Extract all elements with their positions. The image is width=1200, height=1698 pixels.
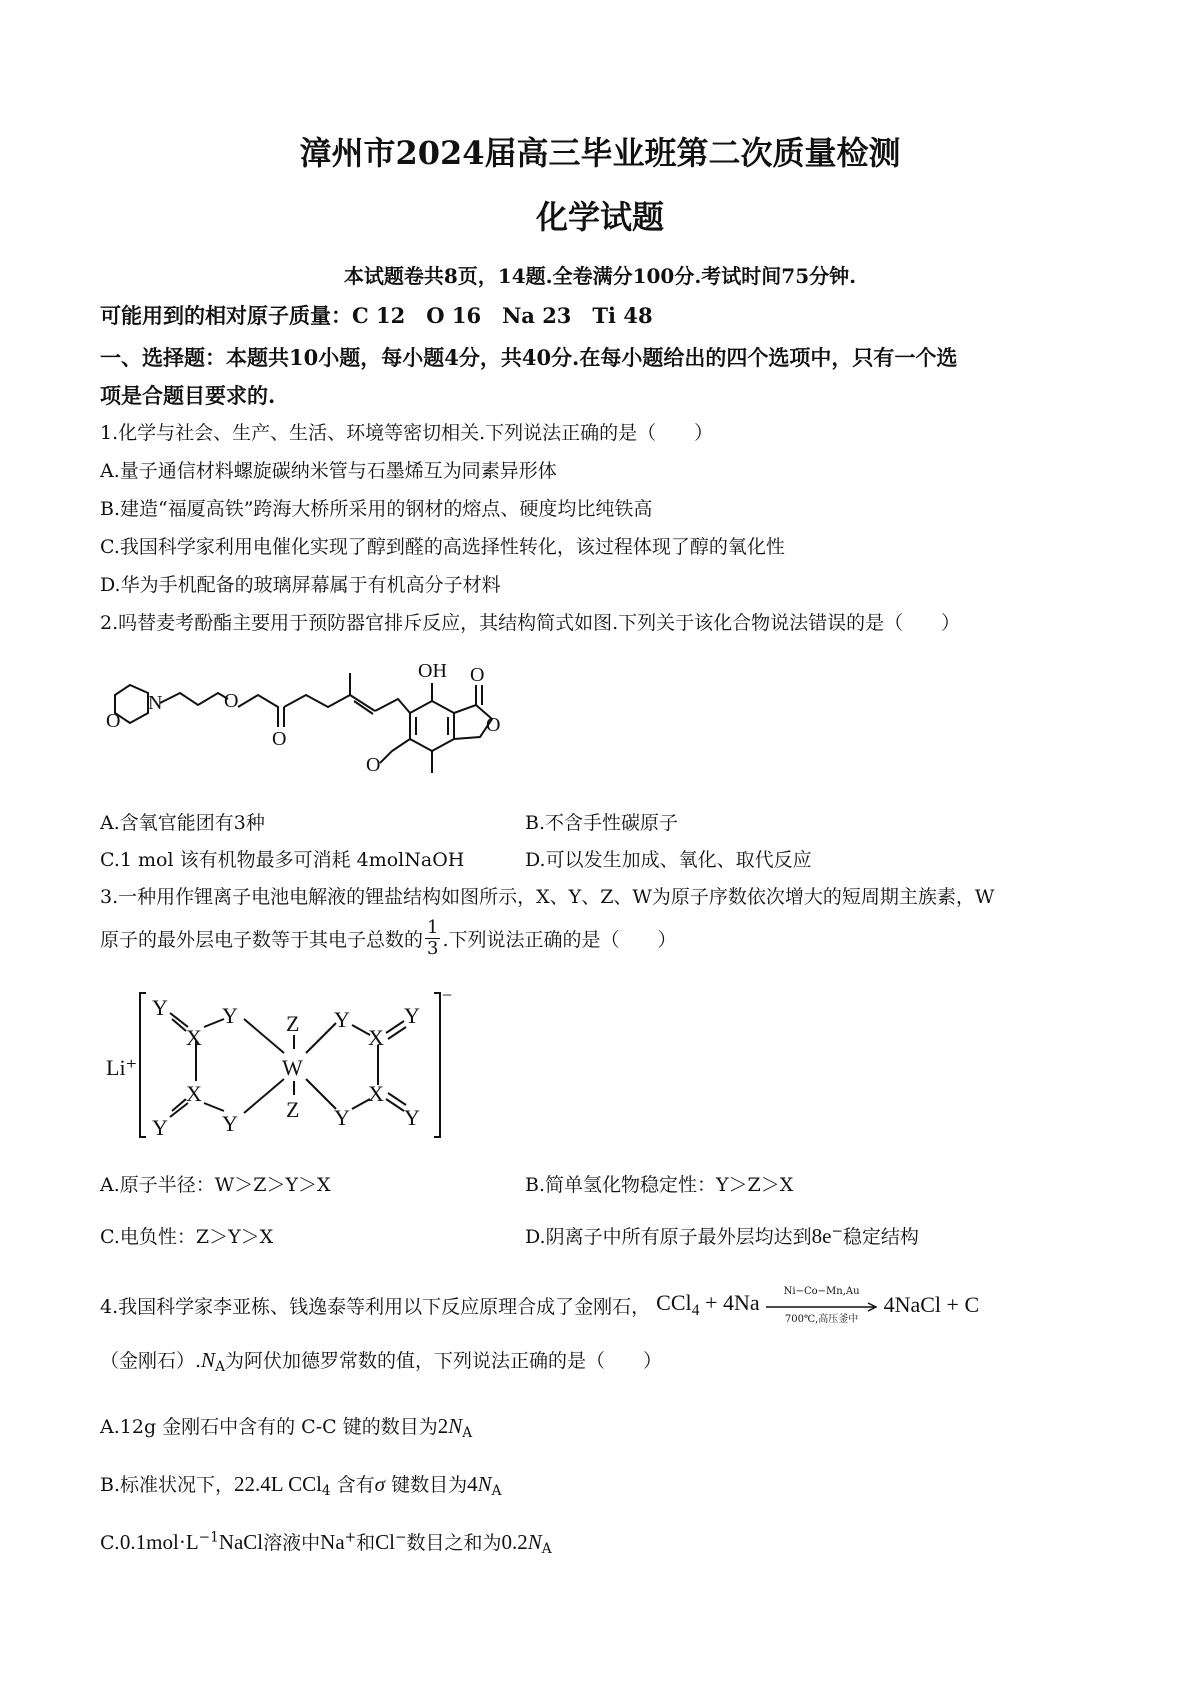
q4-stem-line1 [100,1286,980,1325]
sodium-charge: + [344,1529,357,1546]
eq-reactant-ccl4: CCl [656,1290,692,1316]
q4-option-a-value: 2 [437,1414,449,1438]
q4-stem-text-3: 为阿伏加德罗常数的值，下列说法正确的是（ ） [224,1350,662,1372]
y-label-8: Y [404,1105,420,1130]
electron-charge: − [831,1223,843,1240]
fraction-one-third [425,918,440,959]
eq-reactant-na: + 4Na [699,1290,760,1316]
q4-option-c-text-2: 数目之和为 [406,1532,502,1554]
q3-structure-diagram [100,985,480,1150]
x-label-2: X [186,1081,202,1106]
q1-stem: 1.化学与社会、生产、生活、环境等密切相关.下列说法正确的是（ ） [100,422,714,444]
oh-label [418,660,447,682]
avogadro-sub: A [491,1483,502,1500]
lithium-ion-label: Li⁺ [106,1055,138,1080]
lactone-o-label: O [486,714,501,736]
eq-reactant-sub: 4 [691,1301,700,1319]
q2-stem: 2.吗替麦考酚酯主要用于预防器官排斥反应，其结构简式如图.下列关于该化合物说法错误的是（ ） [100,612,961,634]
page-subtitle: 化学试题 [535,198,664,236]
q4-option-c [100,1528,552,1557]
w-label: W [282,1055,303,1080]
q4-option-b-volume: 22.4L CCl [234,1472,322,1496]
q2-option-b: B.不含手性碳原子 [525,812,679,834]
y-label-6: Y [404,1003,420,1028]
avogadro-symbol: N [448,1414,463,1438]
chloride-charge: − [394,1529,407,1546]
q3-option-d-end: 稳定结构 [842,1226,919,1248]
sodium-ion: Na [320,1530,345,1554]
avogadro-symbol: N [527,1530,542,1554]
q3-stem-text-end: .下列说法正确的是（ ） [442,929,677,951]
q2-option-a: A.含氧官能团有3种 [100,812,265,834]
reaction-equation [656,1290,759,1320]
q3-option-a: A.原子半径：W＞Z＞Y＞X [100,1174,331,1196]
n-label [148,692,162,714]
ester-o-label: O [224,690,239,712]
x-label-1: X [186,1025,202,1050]
q1-option-b: B.建造“福厦高铁”跨海大桥所采用的钢材的熔点、硬度均比纯铁高 [100,498,653,520]
q4-option-b-value: 4 [467,1472,478,1496]
q3-option-b: B.简单氢化物稳定性：Y＞Z＞X [525,1174,794,1196]
q3-stem-line2 [100,918,677,959]
concentration-exp: −1 [198,1529,219,1546]
y-label-7: Y [334,1105,350,1130]
avogadro-sub: A [215,1359,225,1376]
section-heading: 一、选择题：本题共10小题，每小题4分，共40分.在每小题给出的四个选项中，只有一个选 [100,345,958,370]
q4-option-c-text: 溶液中 [263,1532,321,1554]
oh-text: OH [418,660,447,682]
q4-stem-text: 4.我国科学家李亚栋、钱逸泰等利用以下反应原理合成了金刚石， [100,1295,651,1318]
x-label-4: X [368,1081,384,1106]
nacl-formula: NaCl [218,1530,264,1554]
q4-option-a [100,1412,472,1441]
q4-option-b-sub: 4 [321,1483,331,1500]
y-label-3: Y [152,1115,168,1140]
q4-stem-line2 [100,1346,662,1375]
fraction-denominator: 3 [427,938,439,959]
q3-option-d-text: D.阴离子中所有原子最外层均达到 [525,1226,812,1248]
q2-option-d: D.可以发生加成、氧化、取代反应 [525,849,812,871]
y-label-4: Y [222,1111,238,1136]
anion-charge-label: − [442,985,453,1005]
avogadro-symbol: N [201,1348,216,1372]
q4-option-c-label: C. [100,1532,120,1554]
arrow-catalyst-label: Ni−Co−Mn,Au [783,1286,860,1297]
q3-stem-text: 原子的最外层电子数等于其电子总数的 [100,929,424,951]
q4-option-b-text: B.标准状况下， [100,1474,235,1496]
x-label-3: X [368,1025,384,1050]
chloride-ion: Cl [375,1530,395,1554]
q4-option-c-and: 和 [356,1532,376,1554]
fraction-numerator: 1 [427,917,439,938]
atomic-mass-note: 可能用到的相对原子质量：C 12 O 16 Na 23 Ti 48 [100,303,653,328]
avogadro-symbol: N [477,1472,492,1496]
q3-stem-line1: 3.一种用作锂离子电池电解液的锂盐结构如图所示，X、Y、Z、W为原子序数依次增大的短周期主族素，W [100,886,995,908]
q1-option-a: A.量子通信材料螺旋碳纳米管与石墨烯互为同素异形体 [100,460,557,482]
q4-option-c-value: 0.2 [501,1530,528,1554]
sigma-symbol: σ [374,1472,386,1496]
lactone-carbonyl-o-label: O [470,664,485,686]
avogadro-sub: A [462,1425,473,1442]
y-label-1: Y [152,995,168,1020]
carbonyl-o-label: O [272,728,287,750]
z-label-1: Z [286,1011,300,1036]
concentration: 0.1mol·L [119,1530,199,1554]
q1-option-d: D.华为手机配备的玻璃屏幕属于有机高分子材料 [100,574,501,596]
methoxy-o-label: O [366,754,381,776]
q4-option-b-text-2: 含有 [330,1474,375,1496]
exam-info: 本试题卷共8页，14题.全卷满分100分.考试时间75分钟. [343,264,857,288]
q4-stem-text-2: （金刚石）. [100,1350,202,1372]
q2-option-c: C.1 mol 该有机物最多可消耗 4molNaOH [100,849,465,871]
eq-products: 4NaCl + C [883,1292,980,1317]
q1-option-c: C.我国科学家利用电催化实现了醇到醛的高选择性转化，该过程体现了醇的氧化性 [100,536,785,558]
arrow-condition-label: 700℃,高压釜中 [784,1314,859,1325]
y-label-2: Y [222,1003,238,1028]
y-label-5: Y [334,1007,350,1032]
z-label-2: Z [286,1097,300,1122]
q3-option-d [525,1222,919,1249]
q2-structure-diagram [100,655,570,795]
q3-option-c: C.电负性：Z＞Y＞X [100,1226,274,1248]
avogadro-sub: A [541,1541,552,1558]
section-heading-cont: 项是合题目要求的. [100,383,276,408]
q4-option-a-text: A.12g 金刚石中含有的 C-C 键的数目为 [100,1416,438,1438]
page-title: 漳州市2024届高三毕业班第二次质量检测 [299,134,901,172]
electron-count: 8e [811,1224,832,1248]
q4-option-b-text-3: 键数目为 [385,1474,468,1496]
n-text: N [148,692,163,714]
ring-o-label: O [106,710,121,732]
q4-option-b [100,1470,501,1499]
reaction-arrow [764,1286,880,1325]
